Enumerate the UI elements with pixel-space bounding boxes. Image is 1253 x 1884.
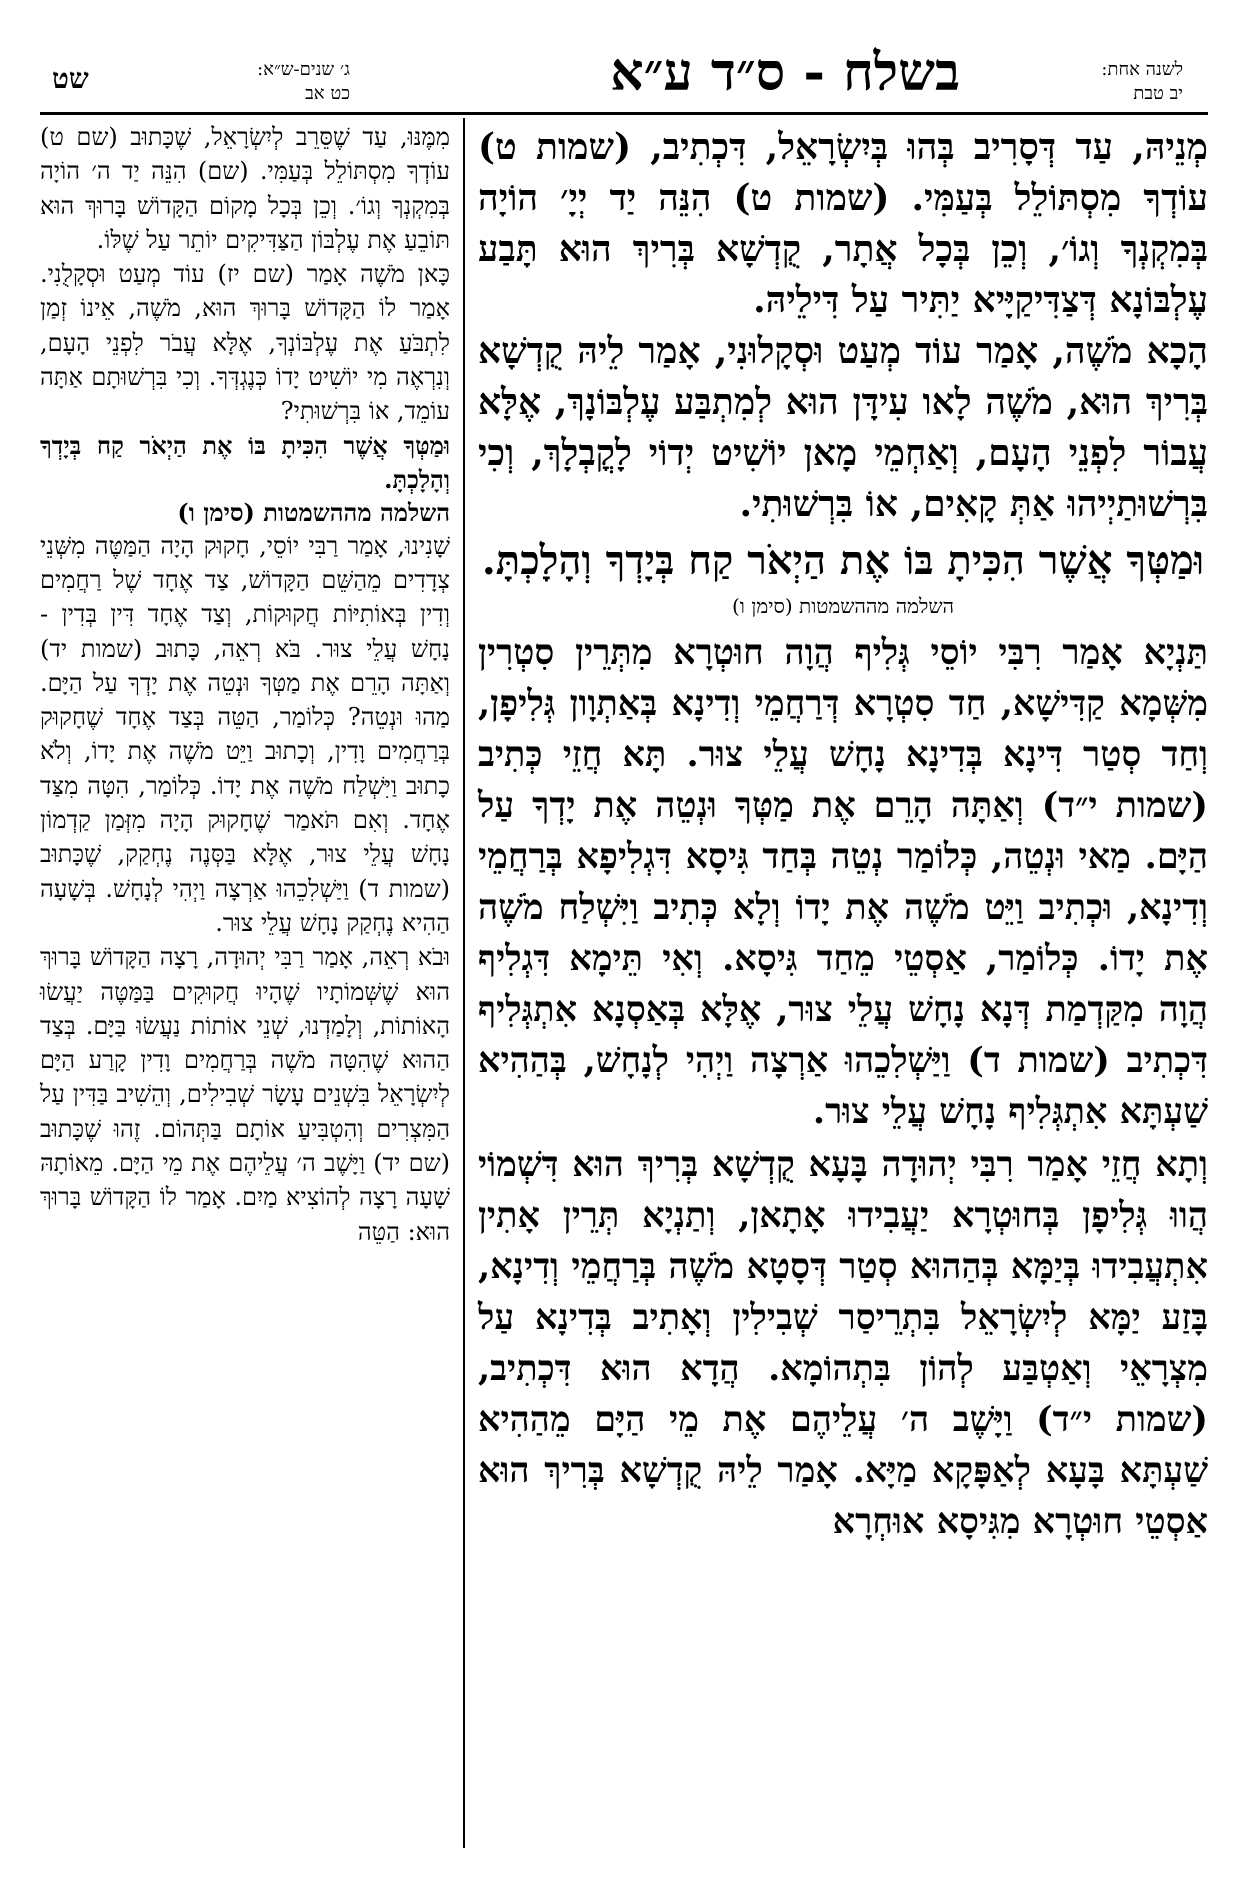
commentary-paragraph-4: וּבֹא רְאֵה, אָמַר רַבִּי יְהוּדָה, רָצָה הַקָּדוֹשׁ בָּרוּךְ הוּא שֶׁשְּׁמוֹתָיו שֶׁהָיוּ חֲקוּקִים בַּמַּטֶּה יַעֲשׂוּ הָאוֹתוֹת, וְלָמַדְנוּ, שְׁנֵי אוֹתוֹת נַעֲשׂוּ בַּיָּם. בְּצַד הַהוּא שֶׁהִטָּה מֹשֶׁה בְּרַחֲמִים וָדִין קָרַע הַיָּם לְיִשְׂרָאֵל בִּשְׁנֵים עָשָׂר שְׁבִילִים, וְהֵשִׁיב בַּדִּין עַל הַמִּצְרִים וְהִטְבִּיעַ אוֹתָם בַּתְּהוֹם. זֶהוּ שֶׁכָּתוּב (שם יד) וַיָּשֶׁב ה׳ עֲלֵיהֶם אֶת מֵי הַיָּם. מֵאוֹתָהּ שָׁעָה רָצָה לְהוֹצִיא מַיִם. אָמַר לוֹ הַקָּדוֹשׁ בָּרוּךְ הוּא: הַטֵּה [40, 943, 450, 1246]
main-column [478, 122, 1208, 1547]
header-right-line2: יב טבת [1133, 83, 1183, 104]
header-rule [40, 112, 1208, 115]
commentary-paragraph-2: כָּאן מֹשֶׁה אָמַר (שם יז) עוֹד מְעַט וּסְקָלֻנִי. אָמַר לוֹ הַקָּדוֹשׁ בָּרוּךְ הוּא, מֹשֶׁה, אֵינוֹ זְמַן לִתְבֹּעַ אֶת עֶלְבּוֹנְךָ, אֶלָּא עֲבֹר לִפְנֵי הָעָם, וְנִרְאֶה מִי יוֹשִׁיט יָדוֹ כְּנֶגְדְּךָ. וְכִי בִּרְשׁוּתָם אַתָּה עוֹמֵד, אוֹ בִּרְשׁוּתִי? [40, 260, 450, 426]
header-right-line1: לשנה אחת: [1101, 59, 1183, 80]
header-left-line1: ג׳ שנים-ש״א: [257, 59, 350, 80]
page-number: שט [52, 62, 89, 95]
commentary-verse: וּמַטְּךָ אֲשֶׁר הִכִּיתָ בּוֹ אֶת הַיְאֹר קַח בְּיָדְךָ וְהָלָכְתָּ. [40, 430, 450, 494]
page-title: בשלח - ס״ד ע״א [610, 42, 960, 103]
column-divider [463, 118, 465, 1848]
main-paragraph-2: הָכָא מֹשֶׁה, אָמַר עוֹד מְעַט וּסְקָלוּנִי, אָמַר לֵיהּ קֻדְשָׁא בְּרִיךְ הוּא, מֹשֶׁה לָאו עִידָּן הוּא לְמִתְבַּע עֶלְבּוֹנָךְ, אֶלָּא עֲבוֹר לִפְנֵי הָעָם, וְאַחְמֵי מָאן יוֹשִׁיט יְדוֹי לָקֳבְלָךְ, וְכִי בִּרְשׁוּתַיְיהוּ אַתְּ קָאִים, אוֹ בִּרְשׁוּתִי. [478, 330, 1208, 525]
commentary-paragraph-1: מִמֶּנּוּ, עַד שֶׁסֵּרֵב לְיִשְׂרָאֵל, שֶׁכָּתוּב (שם ט) עוֹדְךָ מִסְתּוֹלֵל בְּעַמִּי. (שם) הִנֵּה יַד ה׳ הוֹיָה בְּמִקְנְךָ וְגוֹ׳. וְכֵן בְּכָל מָקוֹם הַקָּדוֹשׁ בָּרוּךְ הוּא תּוֹבֵעַ אֶת עֶלְבּוֹן הַצַּדִּיקִים יוֹתֵר עַל שֶׁלּוֹ. [40, 123, 450, 254]
page-header [0, 0, 1253, 118]
commentary-column [40, 120, 450, 1249]
header-left-line2: כט אב [305, 83, 350, 104]
main-verse: וּמַטְּךָ אֲשֶׁר הִכִּיתָ בּוֹ אֶת הַיְאֹר קַח בְּיָדְךָ וְהָלָכְתָּ. [481, 537, 1205, 584]
commentary-paragraph-3: שָׁנִינוּ, אָמַר רַבִּי יוֹסֵי, חָקוּק הָיָה הַמַּטֶּה מִשְּׁנֵי צְדָדִים מֵהַשֵּׁם הַקָּדוֹשׁ, צַד אֶחָד שֶׁל רַחֲמִים וְדִין בְּאוֹתִיּוֹת חֲקוּקוֹת, וְצַד אֶחָד דִּין בְּדִין - נָחָשׁ עֲלֵי צוּר. בֹּא רְאֵה, כָּתוּב (שמות יד) וְאַתָּה הָרֵם אֶת מַטְּךָ וּנְטֵה אֶת יָדְךָ עַל הַיָּם. מַהוּ וּנְטֵה? כְּלוֹמַר, הַטֵּה בְּצַד אֶחָד שֶׁחָקוּק בְּרַחֲמִים וָדִין, וְכָתוּב וַיֵּט מֹשֶׁה אֶת יָדוֹ, וְלֹא כָתוּב וַיִּשְׁלַח מֹשֶׁה אֶת יָדוֹ. כְּלוֹמַר, הִטָּה מִצַּד אֶחָד. וְאִם תֹּאמַר שֶׁחָקוּק הָיָה מִזְּמַן קַדְמוֹן נָחָשׁ עֲלֵי צוּר, אֶלָּא בַּסְּנֶה נֶחְקַק, שֶׁכָּתוּב (שמות ד) וַיַּשְׁלִכֵהוּ אַרְצָה וַיְהִי לְנָחָשׁ. בְּשָׁעָה הַהִיא נֶחְקַק נָחָשׁ עֲלֵי צוּר. [40, 531, 450, 937]
main-paragraph-1: מְנֵיהּ, עַד דְּסָרִיב בְּהוּ בְּיִשְׂרָאֵל, דִּכְתִיב, (שמות ט) עוֹדְךָ מִסְתּוֹלֵל בְּעַמִּי. (שמות ט) הִנֵּה יַד יְיָ׳ הוֹיָה בְּמִקְנְךָ וְגוֹ׳, וְכֵן בְּכָל אֲתָר, קֻדְשָׁא בְּרִיךְ הוּא תָּבַע עֶלְבּוֹנָא דְּצַדִּיקַיָּיא יַתִּיר עַל דִּילֵיהּ. [478, 126, 1208, 321]
main-paragraph-3: תַּנְיָא אָמַר רִבִּי יוֹסֵי גְּלִיף הֲוָה חוּטְרָא מִתְּרֵין סִטְרִין מִשְּׁמָא קַדִּישָׁא, חַד סִטְרָא דְּרַחֲמֵי וְדִינָא בְּאַתְוָון גְּלִיפָן, וְחַד סְטַר דִּינָא בְּדִינָא נָחָשׁ עֲלֵי צוּר. תָּא חֲזֵי כְּתִיב (שמות י״ד) וְאַתָּה הָרֵם אֶת מַטְּךָ וּנְטֵה אֶת יָדְךָ עַל הַיָּם. מַאי וּנְטֵה, כְּלוֹמַר נְטֵה בְּחַד גִּיסָא דִּגְלִיפָא בְּרַחֲמֵי וְדִינָא, וּכְתִיב וַיֵּט מֹשֶׁה אֶת יָדוֹ וְלָא כְּתִיב וַיִּשְׁלַח מֹשֶׁה אֶת יָדוֹ. כְּלוֹמַר, אַסְטֵי מֵחַד גִּיסָא. וְאִי תֵּימָא דִּגְלִיף הֲוָה מִקַּדְמַת דְּנָא נָחָשׁ עֲלֵי צוּר, אֶלָּא בְּאַסְנָא אִתְגְּלִיף דִּכְתִיב (שמות ד) וַיַּשְׁלִכֵהוּ אַרְצָה וַיְהִי לְנָחָשׁ, בְּהַהִיא שַׁעְתָּא אִתְגְּלִיף נָחָשׁ עֲלֵי צוּר. [478, 632, 1208, 1132]
main-paragraph-4: וְתָא חֲזֵי אָמַר רִבִּי יְהוּדָה בָּעָא קֻדְשָׁא בְּרִיךְ הוּא דִּשְׁמוֹי הֲווּ גְּלִיפָן בְּחוּטְרָא יַעֲבִידוּ אָתָאן, וְתַנְיָא תְּרֵין אָתִין אִתְעֲבִידוּ בְּיַמָּא בְּהַהוּא סְטַר דְּסָטָא מֹשֶׁה בְּרַחֲמֵי וְדִינָא, בָּזַע יַמָּא לְיִשְׂרָאֵל בִּתְרֵיסַר שְׁבִילִין וְאָתִיב בְּדִינָא עַל מִצְרָאֵי וְאַטְבַּע לְהוֹן בִּתְהוֹמָא. הֲדָא הוּא דִּכְתִיב, (שמות י״ד) וַיָּשֶׁב ה׳ עֲלֵיהֶם אֶת מֵי הַיָּם מֵהַהִיא שַׁעְתָּא בָּעָא לְאַפָּקָא מַיָּא. אָמַר לֵיהּ קֻדְשָׁא בְּרִיךְ הוּא אַסְטֵי חוּטְרָא מִגִּיסָא אוּחְרָא [478, 1144, 1208, 1542]
header-left-info [120, 58, 350, 106]
header-right-info [953, 58, 1183, 106]
commentary-note: השלמה מההשמטות (סימן ו) [177, 497, 450, 527]
main-note: השלמה מההשמטות (סימן ו) [731, 594, 955, 618]
